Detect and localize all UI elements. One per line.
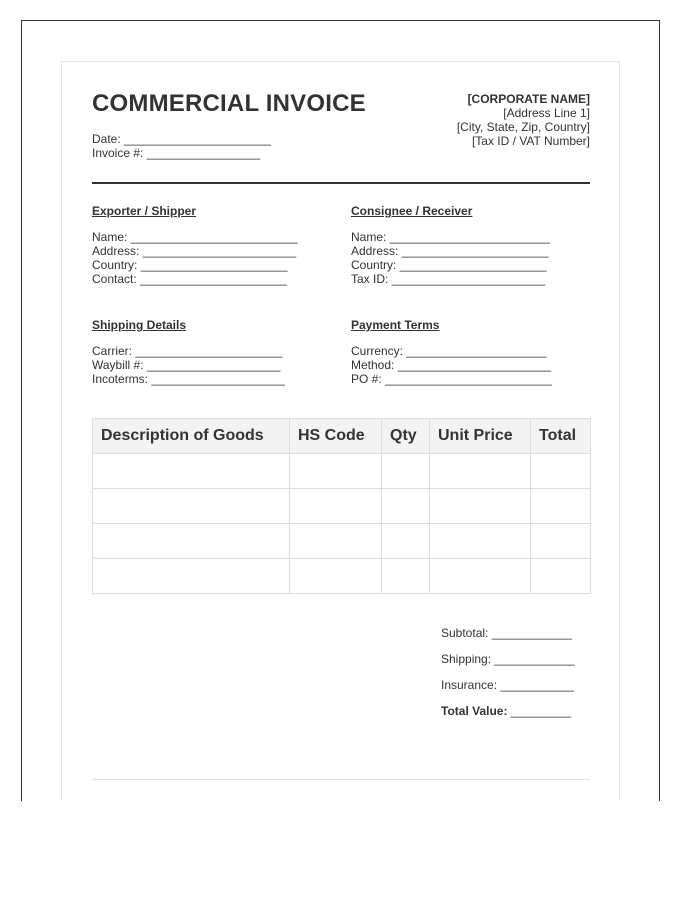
column-header-unit-price: Unit Price — [430, 419, 531, 454]
table-cell[interactable] — [430, 489, 531, 524]
corporate-block — [457, 92, 590, 148]
table-row — [93, 489, 591, 524]
payment-fields — [351, 344, 552, 386]
totals-block — [441, 626, 574, 730]
shipping-fields — [92, 344, 285, 386]
table-cell[interactable] — [382, 489, 430, 524]
table-cell[interactable] — [531, 454, 591, 489]
payment-section-title: Payment Terms — [351, 318, 440, 332]
table-cell[interactable] — [430, 559, 531, 594]
waybill-field: Waybill #: ____________________ — [92, 358, 281, 372]
table-row — [93, 559, 591, 594]
po-number-field: PO #: _________________________ — [351, 372, 552, 386]
invoice-title: COMMERCIAL INVOICE — [92, 90, 366, 117]
exporter-address-field: Address: _______________________ — [92, 244, 297, 258]
table-cell[interactable] — [290, 559, 382, 594]
table-cell[interactable] — [290, 489, 382, 524]
method-field: Method: _______________________ — [351, 358, 552, 372]
table-cell[interactable] — [531, 524, 591, 559]
table-cell[interactable] — [531, 489, 591, 524]
total-value-label: Total Value: — [441, 704, 508, 718]
column-header-hs-code: HS Code — [290, 419, 382, 454]
date-field: Date: ______________________ — [92, 132, 271, 146]
exporter-name-field: Name: _________________________ — [92, 230, 298, 244]
consignee-fields — [351, 230, 550, 286]
column-header-qty: Qty — [382, 419, 430, 454]
table-cell[interactable] — [430, 454, 531, 489]
footer-divider — [92, 779, 590, 780]
exporter-section-title: Exporter / Shipper — [92, 204, 197, 218]
table-cell[interactable] — [93, 454, 290, 489]
goods-table — [92, 418, 591, 594]
table-cell[interactable] — [290, 454, 382, 489]
consignee-name-field: Name: ________________________ — [351, 230, 550, 244]
incoterms-field: Incoterms: ____________________ — [92, 372, 285, 386]
corporate-address-line: [Address Line 1] — [503, 106, 590, 120]
shipping-section-title: Shipping Details — [92, 318, 187, 332]
exporter-country-field: Country: ______________________ — [92, 258, 288, 272]
currency-field: Currency: _____________________ — [351, 344, 547, 358]
table-cell[interactable] — [93, 559, 290, 594]
table-cell[interactable] — [430, 524, 531, 559]
consignee-address-field: Address: ______________________ — [351, 244, 549, 258]
exporter-fields — [92, 230, 298, 286]
total-value-blank: _________ — [507, 704, 571, 718]
total-value-field — [441, 704, 574, 730]
column-header-description: Description of Goods — [93, 419, 290, 454]
exporter-contact-field: Contact: ______________________ — [92, 272, 287, 286]
table-cell[interactable] — [531, 559, 591, 594]
corporate-name: [CORPORATE NAME] — [467, 92, 590, 106]
shipping-cost-field: Shipping: ____________ — [441, 652, 575, 666]
table-cell[interactable] — [290, 524, 382, 559]
consignee-country-field: Country: ______________________ — [351, 258, 547, 272]
subtotal-field: Subtotal: ____________ — [441, 626, 572, 640]
goods-table-header-row — [93, 419, 591, 454]
table-cell[interactable] — [382, 454, 430, 489]
table-cell[interactable] — [93, 524, 290, 559]
table-cell[interactable] — [93, 489, 290, 524]
table-row — [93, 524, 591, 559]
invoice-number-field: Invoice #: _________________ — [92, 146, 261, 160]
header-divider — [92, 182, 590, 184]
corporate-tax-line: [Tax ID / VAT Number] — [471, 134, 590, 148]
table-cell[interactable] — [382, 559, 430, 594]
table-row — [93, 454, 591, 489]
table-cell[interactable] — [382, 524, 430, 559]
corporate-city-line: [City, State, Zip, Country] — [456, 120, 590, 134]
consignee-section-title: Consignee / Receiver — [351, 204, 473, 218]
carrier-field: Carrier: ______________________ — [92, 344, 283, 358]
consignee-taxid-field: Tax ID: _______________________ — [351, 272, 546, 286]
column-header-total: Total — [531, 419, 591, 454]
insurance-field: Insurance: ___________ — [441, 678, 574, 692]
